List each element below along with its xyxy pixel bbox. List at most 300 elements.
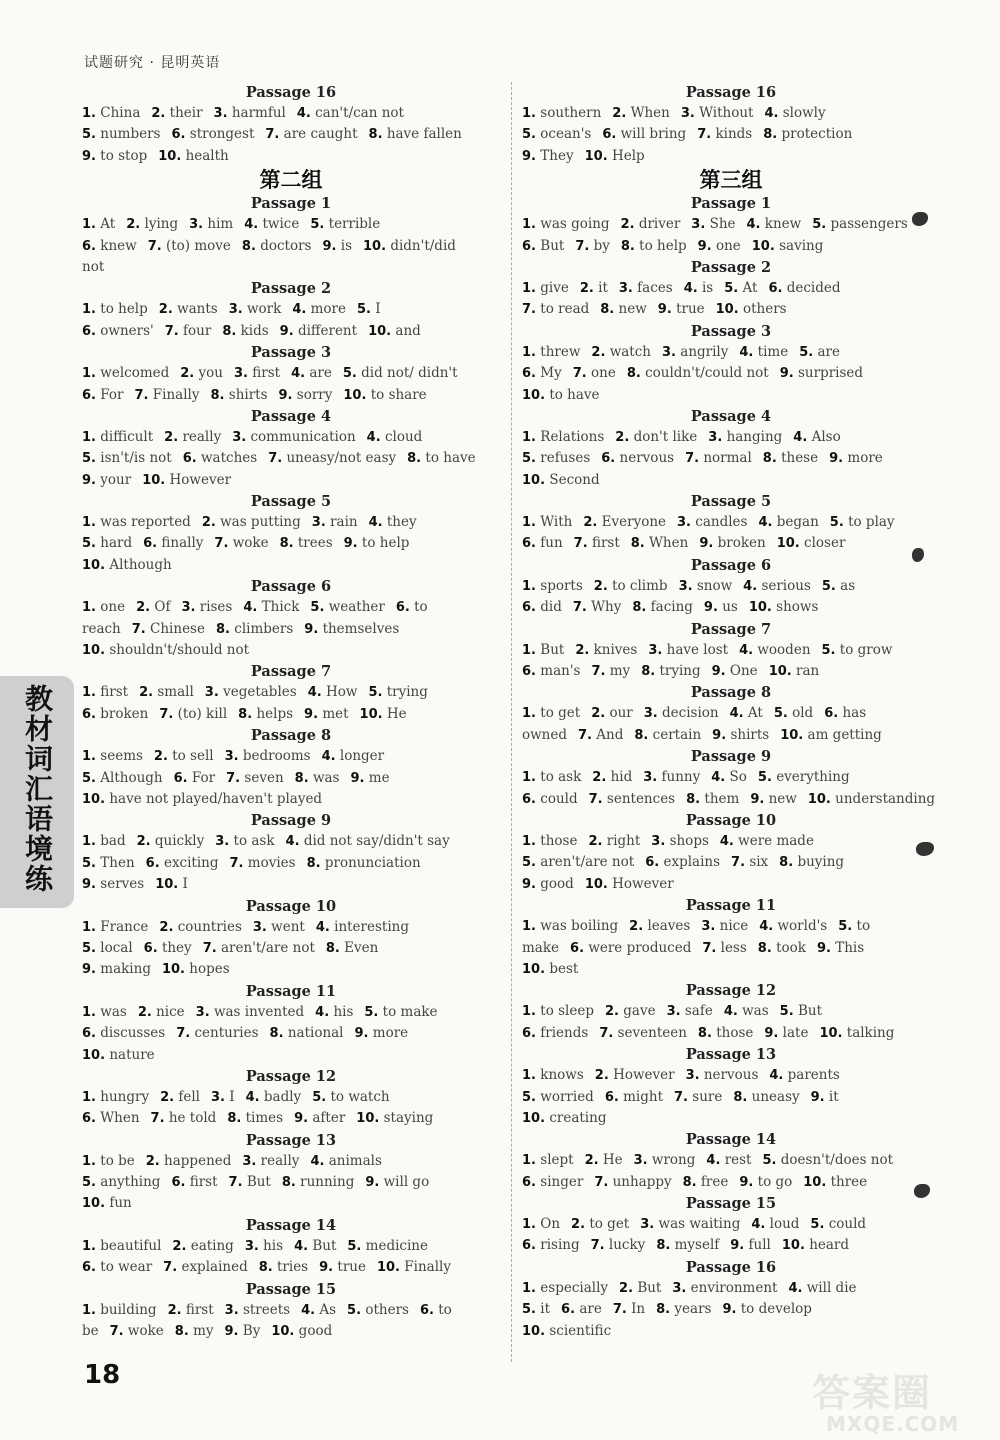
- answer-number: 10.: [368, 323, 392, 339]
- answer-line: [522, 278, 940, 299]
- answer-text: At: [747, 705, 763, 722]
- answer-item: [230, 855, 296, 871]
- answer-text: animals: [328, 1152, 382, 1169]
- answer-text: different: [297, 322, 358, 339]
- answer-item: [702, 940, 746, 956]
- answer-text: scientific: [549, 1322, 612, 1339]
- answer-text: best: [549, 960, 579, 977]
- answer-text: was: [100, 1003, 127, 1020]
- answer-item: [788, 1280, 856, 1296]
- answer-text: communication: [250, 428, 356, 445]
- answer-line: [522, 1023, 940, 1044]
- answer-number: 6.: [824, 706, 839, 722]
- answer-item: [739, 1174, 792, 1190]
- answer-line: [522, 916, 940, 937]
- answer-text: building: [100, 1301, 157, 1318]
- answer-item: [304, 706, 349, 722]
- answer-item: [322, 748, 385, 764]
- answer-item: [612, 105, 670, 121]
- answer-item: [159, 706, 227, 722]
- answer-item: [762, 1152, 893, 1168]
- answer-text: aren't/are not: [220, 939, 315, 956]
- answer-item: [82, 833, 126, 849]
- answer-item: [522, 769, 581, 785]
- answer-number: 6.: [82, 238, 96, 254]
- answer-line: [82, 321, 500, 342]
- answer-number: 7.: [228, 1175, 243, 1191]
- answer-item: [307, 855, 421, 871]
- answer-number: 4.: [366, 429, 381, 445]
- answer-text: loud: [769, 1216, 800, 1233]
- answer-text: to have: [425, 450, 476, 467]
- answer-item: [585, 876, 674, 892]
- answer-number: 2.: [160, 1089, 175, 1105]
- answer-number: 10.: [522, 961, 546, 977]
- answer-item: [176, 1025, 258, 1041]
- answer-text: wrong: [651, 1152, 696, 1169]
- answer-number: 8.: [368, 127, 383, 143]
- answer-number: 1.: [522, 642, 536, 658]
- answer-text: facing: [650, 599, 693, 616]
- answer-number: 1.: [82, 302, 96, 318]
- answer-number: 4.: [296, 106, 311, 121]
- answer-number: 1.: [82, 1153, 96, 1169]
- answer-text: owned: [522, 726, 568, 743]
- answer-number: 1.: [522, 919, 536, 935]
- answer-number: 9.: [278, 387, 293, 403]
- answer-text: it: [540, 1301, 551, 1318]
- answer-text: to ask: [233, 833, 275, 850]
- answer-text: were produced: [588, 939, 692, 956]
- answer-item: [601, 450, 674, 466]
- answer-text: shirts: [228, 386, 268, 403]
- answer-number: 5.: [356, 302, 371, 318]
- answer-text: heard: [809, 1237, 850, 1254]
- answer-number: 1.: [82, 1238, 96, 1254]
- answer-item: [799, 344, 840, 360]
- answer-item: [838, 918, 870, 934]
- answer-text: Thick: [261, 599, 300, 616]
- answer-item: [522, 1323, 611, 1339]
- answer-item: [350, 770, 389, 786]
- answer-text: And: [596, 726, 624, 743]
- answer-item: [310, 216, 380, 232]
- answer-item: [180, 365, 223, 381]
- answer-text: Finally: [404, 1259, 451, 1276]
- passage-title: Passage 2: [690, 258, 772, 276]
- answer-number: 8.: [281, 1175, 296, 1191]
- answer-text: have not played/haven't played: [109, 790, 323, 807]
- answer-number: 4.: [315, 1004, 330, 1020]
- answer-column-right: [522, 82, 940, 1342]
- answer-item: [522, 429, 604, 445]
- answer-number: 5.: [82, 451, 96, 467]
- answer-text: to stop: [100, 147, 148, 164]
- answer-item: [592, 769, 632, 785]
- answer-item: [343, 387, 426, 403]
- answer-text: themselves: [322, 620, 400, 637]
- answer-text: is: [701, 279, 714, 296]
- answer-item: [658, 301, 705, 317]
- answer-number: 2.: [172, 1238, 187, 1254]
- answer-number: 4.: [310, 1153, 325, 1169]
- answer-text: these: [781, 450, 819, 467]
- passage-title: Passage 7: [250, 663, 332, 681]
- answer-text: it: [598, 279, 608, 296]
- answer-text: At: [100, 216, 116, 233]
- answer-number: 2.: [612, 106, 627, 121]
- answer-text: to make: [382, 1003, 438, 1020]
- answer-number: 8.: [626, 366, 641, 382]
- answer-text: lucky: [608, 1237, 646, 1254]
- answer-text: rising: [540, 1237, 580, 1254]
- answer-item: [315, 1004, 353, 1020]
- answer-number: 6.: [82, 1260, 96, 1276]
- answer-number: 4.: [706, 1153, 721, 1169]
- answer-item: [730, 705, 763, 721]
- answer-text: first: [100, 684, 129, 701]
- answer-text: passengers: [830, 216, 908, 233]
- answer-number: 4.: [245, 1089, 260, 1105]
- answer-number: 10.: [807, 791, 831, 807]
- answer-number: 3.: [685, 1068, 700, 1084]
- answer-line: [82, 704, 500, 725]
- answer-text: snow: [696, 577, 733, 594]
- answer-item: [720, 833, 814, 849]
- answer-item: [242, 238, 312, 254]
- answer-item: [291, 365, 332, 381]
- answer-text: knows: [540, 1067, 584, 1084]
- answer-number: 8.: [600, 302, 615, 318]
- answer-line: [82, 874, 500, 895]
- answer-line: [522, 448, 940, 469]
- answer-item: [132, 621, 205, 637]
- answer-item: [750, 791, 797, 807]
- answer-text: However: [613, 1067, 675, 1084]
- answer-item: [777, 535, 846, 551]
- answer-line: [522, 767, 940, 788]
- answer-item: [522, 1280, 608, 1296]
- passage-title: Passage 9: [690, 748, 772, 766]
- answer-line: [522, 938, 940, 959]
- answer-text: explained: [181, 1259, 248, 1276]
- answer-text: badly: [263, 1088, 302, 1105]
- answer-item: [202, 514, 301, 530]
- answer-number: 3.: [189, 217, 204, 233]
- answer-number: 1.: [82, 1302, 96, 1318]
- answer-text: This: [835, 939, 865, 956]
- answer-item: [522, 727, 567, 743]
- answer-text: local: [100, 939, 133, 956]
- answer-text: (to) kill: [177, 705, 228, 722]
- answer-number: 8.: [632, 600, 647, 616]
- answer-item: [82, 642, 249, 658]
- answer-number: 7.: [265, 127, 280, 143]
- answer-number: 3.: [680, 106, 695, 121]
- answer-text: finally: [161, 535, 204, 552]
- answer-text: shirts: [730, 726, 770, 743]
- answer-item: [716, 301, 787, 317]
- answer-text: not: [82, 258, 105, 275]
- answer-item: [181, 599, 232, 615]
- answer-text: knew: [764, 216, 802, 233]
- answer-item: [522, 387, 600, 403]
- answer-line: [82, 299, 500, 320]
- answer-text: to grow: [839, 641, 893, 658]
- answer-number: 2.: [158, 302, 173, 318]
- answer-number: 7.: [697, 127, 712, 143]
- answer-text: countries: [177, 918, 242, 935]
- answer-number: 5.: [821, 578, 836, 594]
- answer-number: 9.: [810, 1089, 825, 1105]
- answer-text: others: [742, 301, 787, 318]
- answer-number: 5.: [810, 1217, 825, 1233]
- answer-item: [817, 940, 864, 956]
- answer-number: 1.: [82, 600, 96, 616]
- answer-text: staying: [383, 1110, 434, 1127]
- answer-item: [160, 1089, 200, 1105]
- answer-item: [126, 216, 178, 232]
- answer-item: [780, 365, 863, 381]
- answer-line: [522, 470, 940, 491]
- answer-text: myself: [674, 1237, 720, 1254]
- answer-line: [82, 236, 500, 257]
- answer-text: was reported: [100, 514, 191, 531]
- answer-number: 6.: [561, 1302, 576, 1318]
- answer-text: southern: [540, 105, 602, 121]
- answer-number: 7.: [164, 323, 179, 339]
- answer-text: to have: [549, 386, 600, 403]
- answer-text: nervous: [619, 450, 675, 467]
- answer-item: [155, 876, 188, 892]
- answer-line: [82, 789, 500, 810]
- answer-number: 8.: [210, 387, 225, 403]
- answer-number: 10.: [584, 148, 608, 164]
- answer-number: 6.: [570, 940, 585, 956]
- answer-number: 7.: [226, 770, 241, 786]
- answer-text: was boiling: [540, 918, 619, 935]
- answer-text: refuses: [540, 450, 591, 467]
- answer-number: 6.: [522, 238, 536, 254]
- answer-number: 3.: [215, 834, 230, 850]
- answer-number: 7.: [150, 1111, 165, 1127]
- answer-text: after: [312, 1110, 346, 1127]
- answer-text: vegetables: [223, 684, 297, 701]
- answer-item: [82, 1110, 140, 1126]
- answer-item: [158, 148, 229, 164]
- answer-item: [364, 1004, 437, 1020]
- answer-item: [683, 1174, 729, 1190]
- answer-number: 4.: [729, 706, 744, 722]
- answer-number: 4.: [743, 578, 758, 594]
- answer-line: [522, 124, 940, 145]
- answer-text: to help: [639, 237, 687, 254]
- answer-number: 5.: [724, 280, 739, 296]
- passage-title: Passage 5: [690, 493, 772, 511]
- answer-item: [172, 1238, 233, 1254]
- answer-text: was: [312, 769, 340, 786]
- answer-text: give: [540, 279, 569, 296]
- answer-text: slowly: [782, 105, 826, 121]
- answer-text: really: [260, 1152, 300, 1169]
- answer-number: 3.: [252, 919, 267, 935]
- answer-text: trying: [386, 684, 428, 701]
- answer-item: [183, 450, 257, 466]
- answer-item: [265, 126, 357, 142]
- answer-number: 8.: [634, 727, 649, 743]
- answer-item: [282, 1174, 354, 1190]
- answer-item: [369, 126, 462, 142]
- answer-text: one: [715, 237, 741, 254]
- answer-line: [522, 959, 940, 980]
- answer-item: [211, 1089, 235, 1105]
- answer-text: When: [630, 105, 670, 121]
- answer-line: [82, 938, 500, 959]
- answer-item: [171, 126, 254, 142]
- answer-item: [82, 126, 160, 142]
- answer-text: and: [395, 322, 421, 339]
- answer-item: [82, 1089, 149, 1105]
- answer-item: [768, 280, 840, 296]
- answer-item: [522, 791, 578, 807]
- answer-text: helps: [256, 705, 294, 722]
- answer-text: was going: [540, 216, 610, 233]
- answer-number: 2.: [137, 1004, 152, 1020]
- answer-text: uneasy: [751, 1088, 800, 1105]
- answer-number: 6.: [522, 366, 536, 382]
- answer-text: new: [768, 790, 797, 807]
- answer-text: be: [82, 1323, 99, 1340]
- answer-text: one: [591, 365, 616, 382]
- answer-line: [522, 533, 940, 554]
- answer-number: 2.: [164, 429, 179, 445]
- answer-number: 3.: [701, 919, 716, 935]
- answer-item: [522, 301, 589, 317]
- answer-item: [210, 387, 267, 403]
- answer-number: 8.: [641, 664, 656, 680]
- answer-number: 6.: [182, 451, 197, 467]
- answer-item: [648, 642, 728, 658]
- answer-number: 2.: [605, 1004, 619, 1020]
- answer-item: [142, 472, 231, 488]
- answer-number: 8.: [241, 238, 256, 254]
- answer-text: Chinese: [150, 620, 205, 637]
- answer-text: six: [749, 854, 769, 871]
- answer-item: [722, 1301, 811, 1317]
- answer-text: kinds: [715, 126, 753, 143]
- answer-number: 4.: [243, 600, 258, 616]
- answer-item: [174, 770, 216, 786]
- answer-item: [82, 1323, 99, 1339]
- answer-number: 5.: [821, 642, 836, 658]
- answer-text: reach: [82, 620, 121, 637]
- answer-item: [420, 1302, 452, 1318]
- answer-line: [82, 427, 500, 448]
- answer-text: serious: [761, 577, 811, 594]
- answer-item: [356, 1110, 433, 1126]
- answer-number: 9.: [350, 770, 365, 786]
- answer-item: [731, 854, 768, 870]
- answer-item: [82, 259, 104, 275]
- answer-item: [175, 1323, 214, 1339]
- answer-item: [580, 280, 608, 296]
- answer-line: [522, 1278, 940, 1299]
- answer-text: us: [722, 599, 738, 616]
- answer-number: 9.: [750, 791, 765, 807]
- answer-item: [189, 216, 233, 232]
- answer-number: 1.: [522, 429, 536, 445]
- answer-text: beautiful: [100, 1237, 162, 1254]
- answer-number: 10.: [768, 664, 792, 680]
- answer-item: [522, 148, 574, 164]
- answer-item: [214, 105, 286, 121]
- answer-number: 7.: [573, 536, 588, 552]
- answer-number: 5.: [364, 1004, 379, 1020]
- answer-text: three: [830, 1173, 868, 1190]
- answer-item: [280, 535, 333, 551]
- answer-number: 5.: [342, 366, 357, 382]
- answer-item: [830, 514, 895, 530]
- answer-text: Although: [100, 769, 163, 786]
- answer-text: world's: [777, 918, 828, 935]
- answer-text: am getting: [807, 726, 882, 743]
- answer-text: did not say/didn't say: [303, 833, 450, 850]
- answer-number: 4.: [788, 1280, 803, 1296]
- answer-number: 5.: [82, 1175, 96, 1191]
- answer-text: candles: [695, 514, 748, 531]
- answer-number: 3.: [232, 429, 247, 445]
- answer-item: [644, 705, 719, 721]
- answer-number: 3.: [643, 770, 658, 786]
- answer-text: fun: [109, 1195, 132, 1212]
- answer-item: [244, 216, 299, 232]
- answer-text: However: [612, 875, 674, 892]
- answer-item: [749, 599, 819, 615]
- answer-line: [522, 725, 940, 746]
- answer-number: 2.: [588, 833, 603, 849]
- answer-line: [522, 1172, 940, 1193]
- answer-number: 7.: [176, 1026, 191, 1042]
- answer-text: sure: [692, 1088, 723, 1105]
- answer-item: [308, 684, 358, 700]
- answer-text: kids: [240, 322, 269, 339]
- answer-text: safe: [684, 1003, 713, 1020]
- answer-text: hopes: [189, 961, 230, 978]
- answer-item: [712, 663, 758, 679]
- answer-number: 6.: [419, 1302, 434, 1318]
- answer-item: [196, 1004, 304, 1020]
- answer-item: [294, 1110, 345, 1126]
- answer-line: [82, 1300, 500, 1321]
- answer-item: [522, 1237, 580, 1253]
- answer-number: 8.: [757, 940, 772, 956]
- answer-number: 7.: [590, 1238, 605, 1254]
- answer-item: [522, 535, 563, 551]
- answer-number: 2.: [591, 706, 606, 722]
- answer-number: 10.: [819, 1025, 843, 1041]
- answer-line: [82, 768, 500, 789]
- answer-text: to share: [370, 386, 427, 403]
- answer-item: [522, 472, 600, 488]
- passage-title: Passage 15: [245, 1280, 337, 1298]
- answer-text: less: [720, 939, 747, 956]
- answer-text: My: [540, 365, 562, 382]
- answer-number: 10.: [781, 1238, 805, 1254]
- answer-text: to play: [848, 514, 895, 531]
- answer-text: hard: [100, 535, 133, 552]
- passage-title: Passage 11: [245, 982, 337, 1000]
- answer-text: are: [817, 343, 840, 360]
